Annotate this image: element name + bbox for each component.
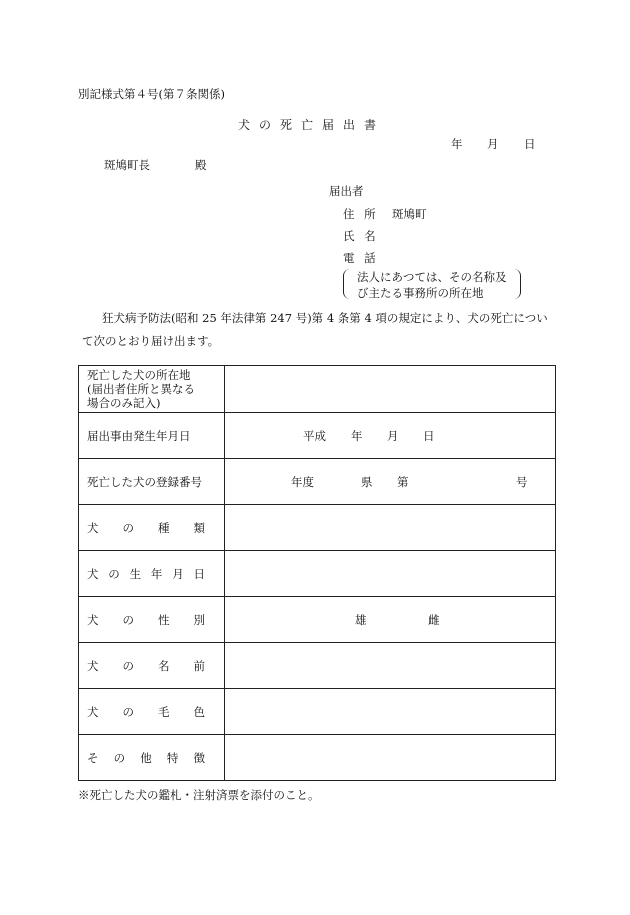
birth-date-label-char: 年 (150, 566, 163, 581)
sex-label-char: の (122, 612, 134, 627)
table-row (79, 413, 556, 459)
footnote: ※死亡した犬の鑑札・注射済票を添付のこと。 (78, 788, 320, 802)
breed-field[interactable] (225, 505, 556, 551)
birth-date-label-char: の (108, 566, 120, 581)
corporate-note-line2: び主たる事務所の所在地 (357, 286, 484, 300)
number-prefix-label: 第 (397, 474, 409, 489)
other-features-label-char: 他 (140, 750, 152, 765)
prefecture-label: 県 (361, 474, 373, 489)
coat-color-label-char: 犬 (87, 704, 99, 719)
birth-date-label-char: 日 (193, 566, 205, 581)
dog-name-label-char: 名 (158, 658, 170, 673)
document-title: 犬の死亡届出書 (238, 118, 386, 132)
coat-color-field[interactable] (225, 689, 556, 735)
dog-name-label-char: の (122, 658, 134, 673)
breed-label-char: 類 (193, 520, 205, 535)
other-features-label-char: の (113, 750, 126, 765)
table-row (79, 689, 556, 735)
location-label-line: 死亡した犬の所在地 (87, 368, 191, 382)
sex-label-char: 性 (158, 612, 170, 627)
registration-number-field[interactable] (225, 459, 556, 505)
birth-date-label (79, 551, 225, 597)
sex-label-char: 別 (193, 612, 205, 627)
address-label: 住 所 (343, 207, 376, 221)
table-row (79, 597, 556, 643)
other-features-label (79, 735, 225, 781)
breed-label-char: の (122, 520, 134, 535)
addressee: 斑鳩町長 (104, 158, 150, 172)
table-row (79, 735, 556, 781)
dog-name-label-char: 犬 (87, 658, 99, 673)
dog-name-label-char: 前 (193, 658, 205, 673)
other-features-field[interactable] (225, 735, 556, 781)
male-option[interactable]: 雄 (355, 612, 367, 627)
dog-name-label (79, 643, 225, 689)
date-year-label: 年 (451, 137, 463, 151)
birth-date-label-char: 生 (129, 566, 142, 581)
report-table (78, 365, 556, 781)
female-option[interactable]: 雌 (428, 612, 440, 627)
breed-label-char: 犬 (87, 520, 99, 535)
name-label: 氏 名 (343, 229, 376, 243)
phone-label: 電 話 (343, 251, 376, 265)
birth-date-field[interactable] (225, 551, 556, 597)
event-date-label: 届出事由発生年月日 (79, 413, 225, 459)
day-label: 日 (423, 428, 435, 443)
date-month-label: 月 (487, 137, 499, 151)
birth-date-label-char: 犬 (87, 566, 99, 581)
location-label (79, 366, 225, 413)
honorific: 殿 (195, 158, 207, 172)
dog-name-field[interactable] (225, 643, 556, 689)
sex-label-char: 犬 (87, 612, 99, 627)
sex-field[interactable] (225, 597, 556, 643)
date-day-label: 日 (524, 137, 536, 151)
form-reference: 別記様式第４号(第７条関係) (78, 87, 225, 101)
other-features-label-char: そ (87, 750, 99, 765)
year-label: 年 (351, 428, 363, 443)
fiscal-year-label: 年度 (291, 474, 314, 489)
number-suffix-label: 号 (516, 474, 528, 489)
table-row (79, 643, 556, 689)
body-text-line1: 狂犬病予防法(昭和 25 年法律第 247 号)第 4 条第 4 項の規定により、犬の死亡につい (102, 311, 548, 325)
registration-number-label: 死亡した犬の登録番号 (79, 459, 225, 505)
address-value: 斑鳩町 (392, 207, 427, 221)
sex-label (79, 597, 225, 643)
month-label: 月 (387, 428, 399, 443)
table-row (79, 505, 556, 551)
location-field[interactable] (225, 366, 556, 413)
table-row (79, 551, 556, 597)
table-row (79, 459, 556, 505)
body-text-line2: て次のとおり届け出ます。 (82, 334, 220, 348)
corporate-note-line1: 法人にあつては、その名称及 (357, 270, 507, 284)
location-label-line: 場合のみ記入) (87, 396, 161, 410)
coat-color-label-char: 色 (193, 704, 205, 719)
coat-color-label-char: の (122, 704, 134, 719)
other-features-label-char: 徴 (193, 750, 205, 765)
breed-label (79, 505, 225, 551)
coat-color-label-char: 毛 (158, 704, 170, 719)
other-features-label-char: 特 (166, 750, 179, 765)
applicant-heading: 届出者 (329, 184, 364, 198)
location-label-line: (届出者住所と異なる (87, 382, 195, 396)
table-row (79, 366, 556, 413)
era-label: 平成 (303, 428, 326, 443)
breed-label-char: 種 (158, 520, 170, 535)
birth-date-label-char: 月 (172, 566, 184, 581)
coat-color-label (79, 689, 225, 735)
event-date-field[interactable] (225, 413, 556, 459)
